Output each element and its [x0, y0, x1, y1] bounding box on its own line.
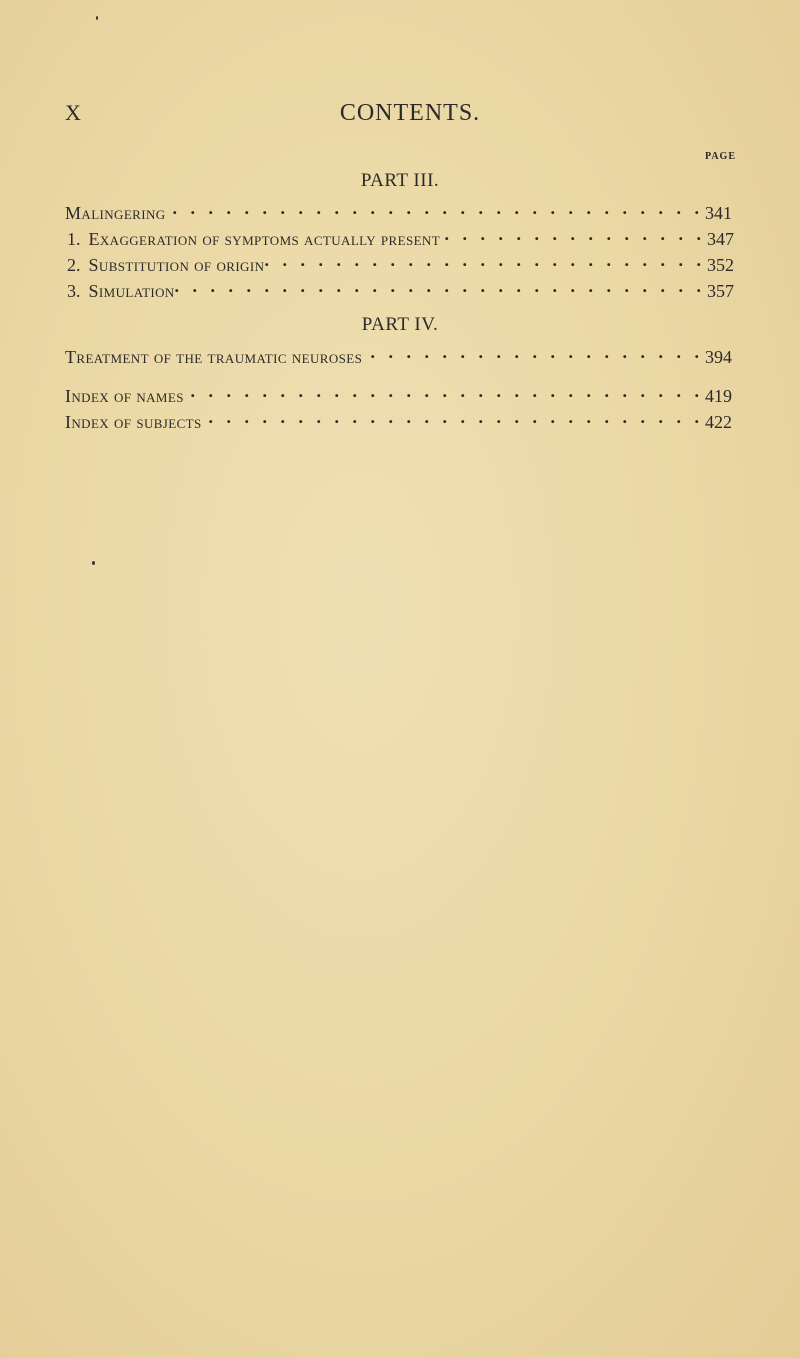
dot-leader — [264, 250, 707, 271]
running-title: CONTENTS. — [339, 100, 481, 126]
toc-entry-number: 3. — [67, 281, 81, 301]
dot-leader — [362, 342, 705, 363]
toc-entry-label: Substitution of origin — [88, 255, 265, 275]
toc-entry-malingering — [65, 198, 737, 224]
toc-entry-label: Exaggeration of symptoms actually present — [88, 229, 441, 249]
toc-entry-page: 357 — [707, 281, 734, 301]
part-iii-heading: PART III. — [360, 170, 440, 191]
toc-entry-index-of-subjects — [65, 407, 737, 433]
toc-entry-number: 1. — [67, 229, 81, 249]
toc-entry-page: 352 — [707, 255, 734, 275]
paper-speck — [96, 16, 98, 20]
toc-entry-page: 394 — [705, 347, 732, 367]
part-iv-heading: PART IV. — [361, 314, 439, 335]
toc-entry-substitution — [67, 250, 739, 276]
toc-entry-label: Malingering — [65, 203, 166, 223]
dot-leader — [166, 198, 705, 219]
toc-entry-label: Index of subjects — [65, 412, 202, 432]
dot-leader — [175, 276, 707, 297]
toc-entry-index-of-names — [65, 381, 737, 407]
toc-entry-page: 347 — [707, 229, 734, 249]
toc-entry-exaggeration — [67, 224, 739, 250]
dot-leader — [202, 407, 705, 428]
toc-entry-number: 2. — [67, 255, 81, 275]
toc-entry-page: 422 — [705, 412, 732, 432]
page-column-heading: PAGE — [704, 151, 736, 162]
toc-entry-label: Index of names — [65, 386, 184, 406]
paper-speck — [92, 561, 95, 565]
dot-leader — [184, 381, 705, 402]
toc-entry-simulation — [67, 276, 739, 302]
toc-entry-label: Treatment of the traumatic neuroses — [65, 347, 363, 367]
dot-leader — [440, 224, 707, 245]
toc-entry-treatment — [65, 342, 737, 368]
toc-entry-label: Simulation — [88, 281, 175, 301]
toc-entry-page: 419 — [705, 386, 732, 406]
toc-entry-page: 341 — [705, 203, 732, 223]
page-number: X — [65, 100, 82, 125]
